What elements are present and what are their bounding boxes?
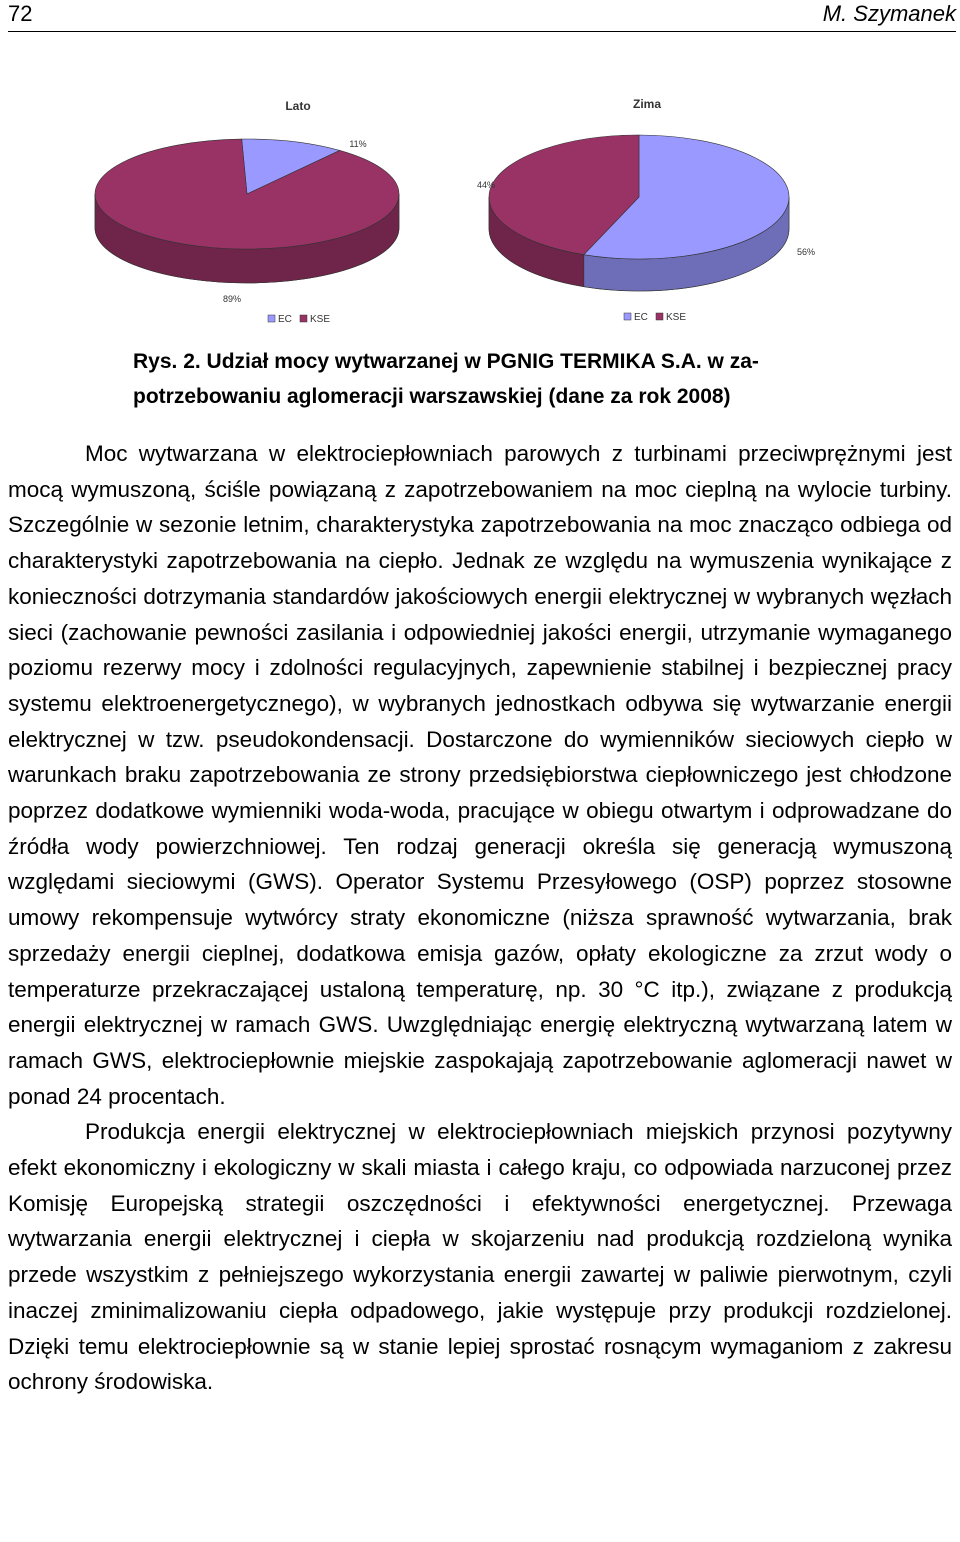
pie-data-label: 44% [476, 180, 496, 190]
body-text [8, 436, 952, 1400]
legend-swatch-kse [300, 315, 307, 322]
pie-title: Zima [632, 97, 662, 111]
legend-swatch-kse [656, 313, 663, 320]
figure-caption [133, 344, 833, 414]
caption-line-2: potrzebowaniu aglomeracji warszawskiej (dane za rok 2008) [133, 385, 731, 408]
pie-data-label: 89% [222, 294, 242, 304]
legend-label-kse: KSE [310, 314, 331, 325]
legend-label-ec: EC [278, 314, 292, 325]
legend-label-kse: KSE [666, 312, 687, 323]
legend-label-ec: EC [634, 312, 648, 323]
page-number: 72 [8, 1, 33, 26]
caption-line-1: Rys. 2. Udział mocy wytwarzanej w PGNIG TERMIKA S.A. w za- [133, 350, 759, 373]
pie-title: Lato [285, 99, 311, 113]
figure-pie-charts [0, 80, 960, 350]
paragraph-1: Moc wytwarzana w elektrociepłowniach parowych z turbinami przeciwprężnymi jest mocą wymuszoną, ściśle powiązaną z zapotrzebowaniem na moc cieplną na wylocie turbiny. Szczególnie w sezonie letnim, charakterystyka zapotrzebowania na moc znacząco odbiega od charakterystyki zapotrzebowania na ciepło. Jednak ze względu na wymuszenia wynikające z konieczności dotrzymania standardów jakościowych energii elektrycznej w wybranych węzłach sieci (zachowanie pewności zasilania i odpowiedniej jakości energii, utrzymanie wymaganego poziomu rezerwy mocy i zdolności regulacyjnych, zapewnienie stabilnej i bezpiecznej pracy systemu elektroenergetycznego), w wybranych jednostkach odbywa się wytwarzanie energii elektrycznej w tzw. pseudokondensacji. Dostarczone do wymienników sieciowych ciepło w warunkach braku zapotrzebowania ze strony przedsiębiorstwa ciepłowniczego jest chłodzone poprzez dodatkowe wymienniki woda-woda, pracujące w obiegu otwartym i odprowadzane do źródła wody powierzchniowej. Ten rodzaj generacji określa się generacją wymuszoną względami sieciowymi (GWS). Operator Systemu Przesyłowego (OSP) poprzez stosowne umowy rekompensuje wytwórcy straty ekonomiczne (niższa sprawność wytwarzania, brak sprzedaży energii cieplnej, dodatkowa emisja gazów, opłaty ekologiczne za zrzut wody o temperaturze przekraczającej ustaloną temperaturę, np. 30 °C itp.), związane z produkcją energii elektrycznej w ramach GWS. Uwzględniając energię elektryczną wytwarzaną latem w ramach GWS, elektrociepłownie miejskie zaspokajają zapotrzebowanie aglomeracji nawet w ponad 24 procentach. [8, 441, 952, 1109]
legend-swatch-ec [624, 313, 631, 320]
pie-data-label: 11% [349, 139, 367, 149]
running-head: M. Szymanek [822, 1, 956, 26]
paragraph-2: Produkcja energii elektrycznej w elektrociepłowniach miejskich przynosi pozytywny efekt ekonomiczny i ekologiczny w skali miasta i całego kraju, co odpowiada narzuconej przez Komisję Europejską strategii oszczędności i efektywności energetycznej. Przewaga wytwarzania energii elektrycznej i ciepła w skojarzeniu nad produkcją rozdzieloną wynika przede wszystkim z pełniejszego wykorzystania energii zawartej w paliwie pierwotnym, czyli inaczej zminimalizowaniu ciepła odpadowego, jakie występuje przy produkcji rozdzielonej. Dzięki temu elektrociepłownie są w stanie lepiej sprostać rosnącym wymaganiom z zakresu ochrony środowiska. [8, 1119, 952, 1395]
legend-swatch-ec [268, 315, 275, 322]
pie-data-label: 56% [796, 247, 816, 257]
page-header [8, 0, 956, 32]
pie-charts-svg [0, 80, 960, 350]
